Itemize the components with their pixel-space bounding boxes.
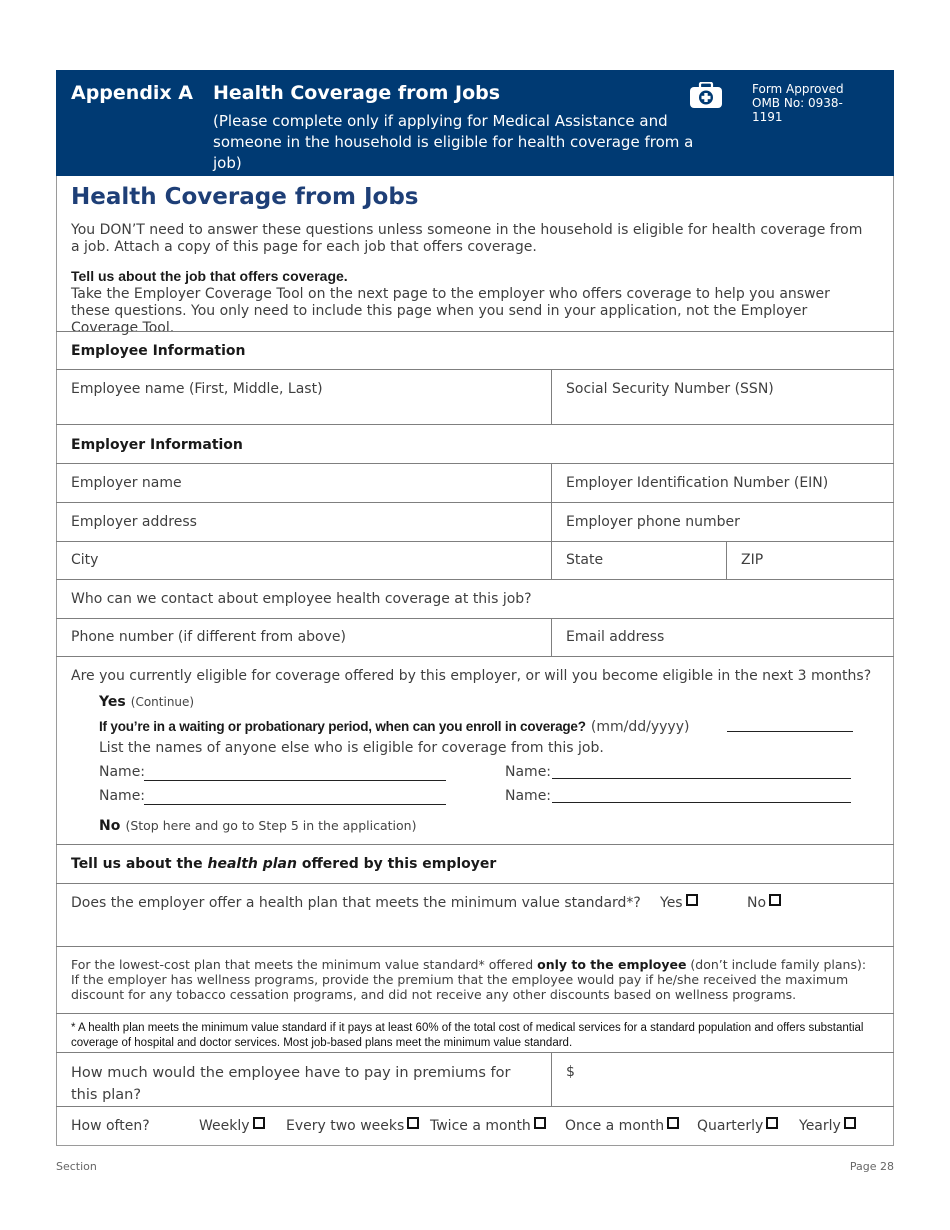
employee-section-title: Employee Information xyxy=(71,343,246,359)
city-field[interactable]: City xyxy=(71,552,99,568)
employee-name-field[interactable]: Employee name (First, Middle, Last) xyxy=(71,381,323,397)
omb-approval: Form Approved OMB No: 0938-1191 xyxy=(752,82,844,124)
appendix-label: Appendix A xyxy=(71,82,194,104)
divider xyxy=(56,502,894,503)
divider xyxy=(551,1053,552,1107)
tell-us-heading: Tell us about the job that offers coverage. xyxy=(71,268,348,284)
freq-twice-a-month[interactable]: Twice a month xyxy=(430,1117,546,1134)
name-label: Name: xyxy=(99,788,146,804)
divider xyxy=(56,331,894,332)
email-field[interactable]: Email address xyxy=(566,629,665,645)
employer-section-title: Employer Information xyxy=(71,437,243,453)
divider xyxy=(56,463,894,464)
employer-address-field[interactable]: Employer address xyxy=(71,514,197,530)
name-label: Name: xyxy=(505,764,552,780)
no-option[interactable] xyxy=(99,815,416,834)
checkbox-icon[interactable] xyxy=(686,894,698,906)
how-often-label: How often? xyxy=(71,1118,150,1134)
health-plan-section-title: Tell us about the health plan offered by this employer xyxy=(71,856,497,872)
divider xyxy=(56,656,894,657)
page-title: Health Coverage from Jobs xyxy=(71,184,419,210)
eligibility-question: Are you currently eligible for coverage offered by this employer, or will you become eligible in the next 3 months? xyxy=(71,668,872,684)
divider xyxy=(551,619,552,657)
banner-subtitle: (Please complete only if applying for Medical Assistance and someone in the household is eligible for health coverage from a job) xyxy=(213,112,694,172)
min-value-yes[interactable]: Yes xyxy=(660,894,698,911)
ein-field[interactable]: Employer Identification Number (EIN) xyxy=(566,475,829,491)
checkbox-icon[interactable] xyxy=(844,1117,856,1129)
name-input-1[interactable] xyxy=(144,780,446,781)
min-value-question: Does the employer offer a health plan that meets the minimum value standard*? xyxy=(71,895,641,911)
state-field[interactable]: State xyxy=(566,552,604,568)
date-format-hint: (mm/dd/yyyy) xyxy=(590,719,690,735)
name-label: Name: xyxy=(99,764,146,780)
divider xyxy=(56,424,894,425)
intro-text: You DON’T need to answer these questions unless someone in the household is eligible for health coverage from a job. Attach a copy of this page for each job that offers coverage. xyxy=(71,222,863,255)
yes-note: (Continue) xyxy=(130,695,195,709)
name-label: Name: xyxy=(505,788,552,804)
checkbox-icon[interactable] xyxy=(534,1117,546,1129)
waiting-period-row xyxy=(99,716,689,735)
employer-name-field[interactable]: Employer name xyxy=(71,475,182,491)
checkbox-icon[interactable] xyxy=(766,1117,778,1129)
freq-once-a-month[interactable]: Once a month xyxy=(565,1117,679,1134)
divider xyxy=(56,618,894,619)
divider xyxy=(56,579,894,580)
contact-phone-field[interactable]: Phone number (if different from above) xyxy=(71,629,346,645)
divider xyxy=(56,844,894,845)
no-note: (Stop here and go to Step 5 in the application) xyxy=(125,818,417,833)
tell-us-text: Take the Employer Coverage Tool on the next page to the employer who offers coverage to help you answer these questions. You only need to include this page when you send in your application, not the Employer Coverage Tool. xyxy=(71,286,830,336)
list-instruction: List the names of anyone else who is eligible for coverage from this job. xyxy=(99,740,604,756)
zip-field[interactable]: ZIP xyxy=(741,552,764,568)
name-input-2[interactable] xyxy=(552,778,851,779)
divider xyxy=(551,464,552,580)
divider xyxy=(56,541,894,542)
lowest-cost-instructions: For the lowest-cost plan that meets the minimum value standard* offered only to the employee (don’t include family plans): If the employer has wellness programs, provide the premium that the employee would pay if he/she received the maximum discount for any tobacco cessation programs, and did not receive any other discounts based on wellness programs. xyxy=(71,957,867,1002)
waiting-period-question: If you’re in a waiting or probationary period, when can you enroll in coverage? xyxy=(99,719,586,734)
minimum-value-footnote: * A health plan meets the minimum value standard if it pays at least 60% of the total cost of medical services for a standard population and offers substantial coverage of hospital and doctor services. Most job-based plans meet the minimum value standard. xyxy=(71,1022,864,1049)
checkbox-icon[interactable] xyxy=(667,1117,679,1129)
freq-quarterly[interactable]: Quarterly xyxy=(697,1117,778,1134)
banner-title: Health Coverage from Jobs xyxy=(213,82,501,104)
appendix-banner xyxy=(56,70,894,176)
enroll-date-input[interactable] xyxy=(727,731,853,732)
checkbox-icon[interactable] xyxy=(407,1117,419,1129)
footer-section: Section xyxy=(56,1160,97,1173)
premium-amount-input[interactable]: $ xyxy=(566,1064,575,1080)
yes-option[interactable] xyxy=(99,691,194,710)
divider xyxy=(56,946,894,947)
divider xyxy=(56,1052,894,1053)
ssn-field[interactable]: Social Security Number (SSN) xyxy=(566,381,774,397)
name-input-3[interactable] xyxy=(144,804,446,805)
divider xyxy=(56,1013,894,1014)
first-aid-kit-icon xyxy=(690,82,722,108)
yes-label: Yes xyxy=(99,694,126,710)
freq-weekly[interactable]: Weekly xyxy=(199,1117,265,1134)
min-value-no[interactable]: No xyxy=(747,894,781,911)
checkbox-icon[interactable] xyxy=(769,894,781,906)
freq-every-two-weeks[interactable]: Every two weeks xyxy=(286,1117,419,1134)
divider xyxy=(56,369,894,370)
freq-yearly[interactable]: Yearly xyxy=(799,1117,856,1134)
divider xyxy=(726,542,727,580)
contact-person-field[interactable]: Who can we contact about employee health coverage at this job? xyxy=(71,591,532,607)
no-label: No xyxy=(99,818,121,834)
employer-phone-field[interactable]: Employer phone number xyxy=(566,514,740,530)
name-input-4[interactable] xyxy=(552,802,851,803)
divider xyxy=(56,1106,894,1107)
checkbox-icon[interactable] xyxy=(253,1117,265,1129)
footer-page-number: Page 28 xyxy=(849,1160,894,1173)
divider xyxy=(551,370,552,425)
divider xyxy=(56,883,894,884)
premium-question: How much would the employee have to pay in premiums for this plan? xyxy=(71,1065,511,1103)
